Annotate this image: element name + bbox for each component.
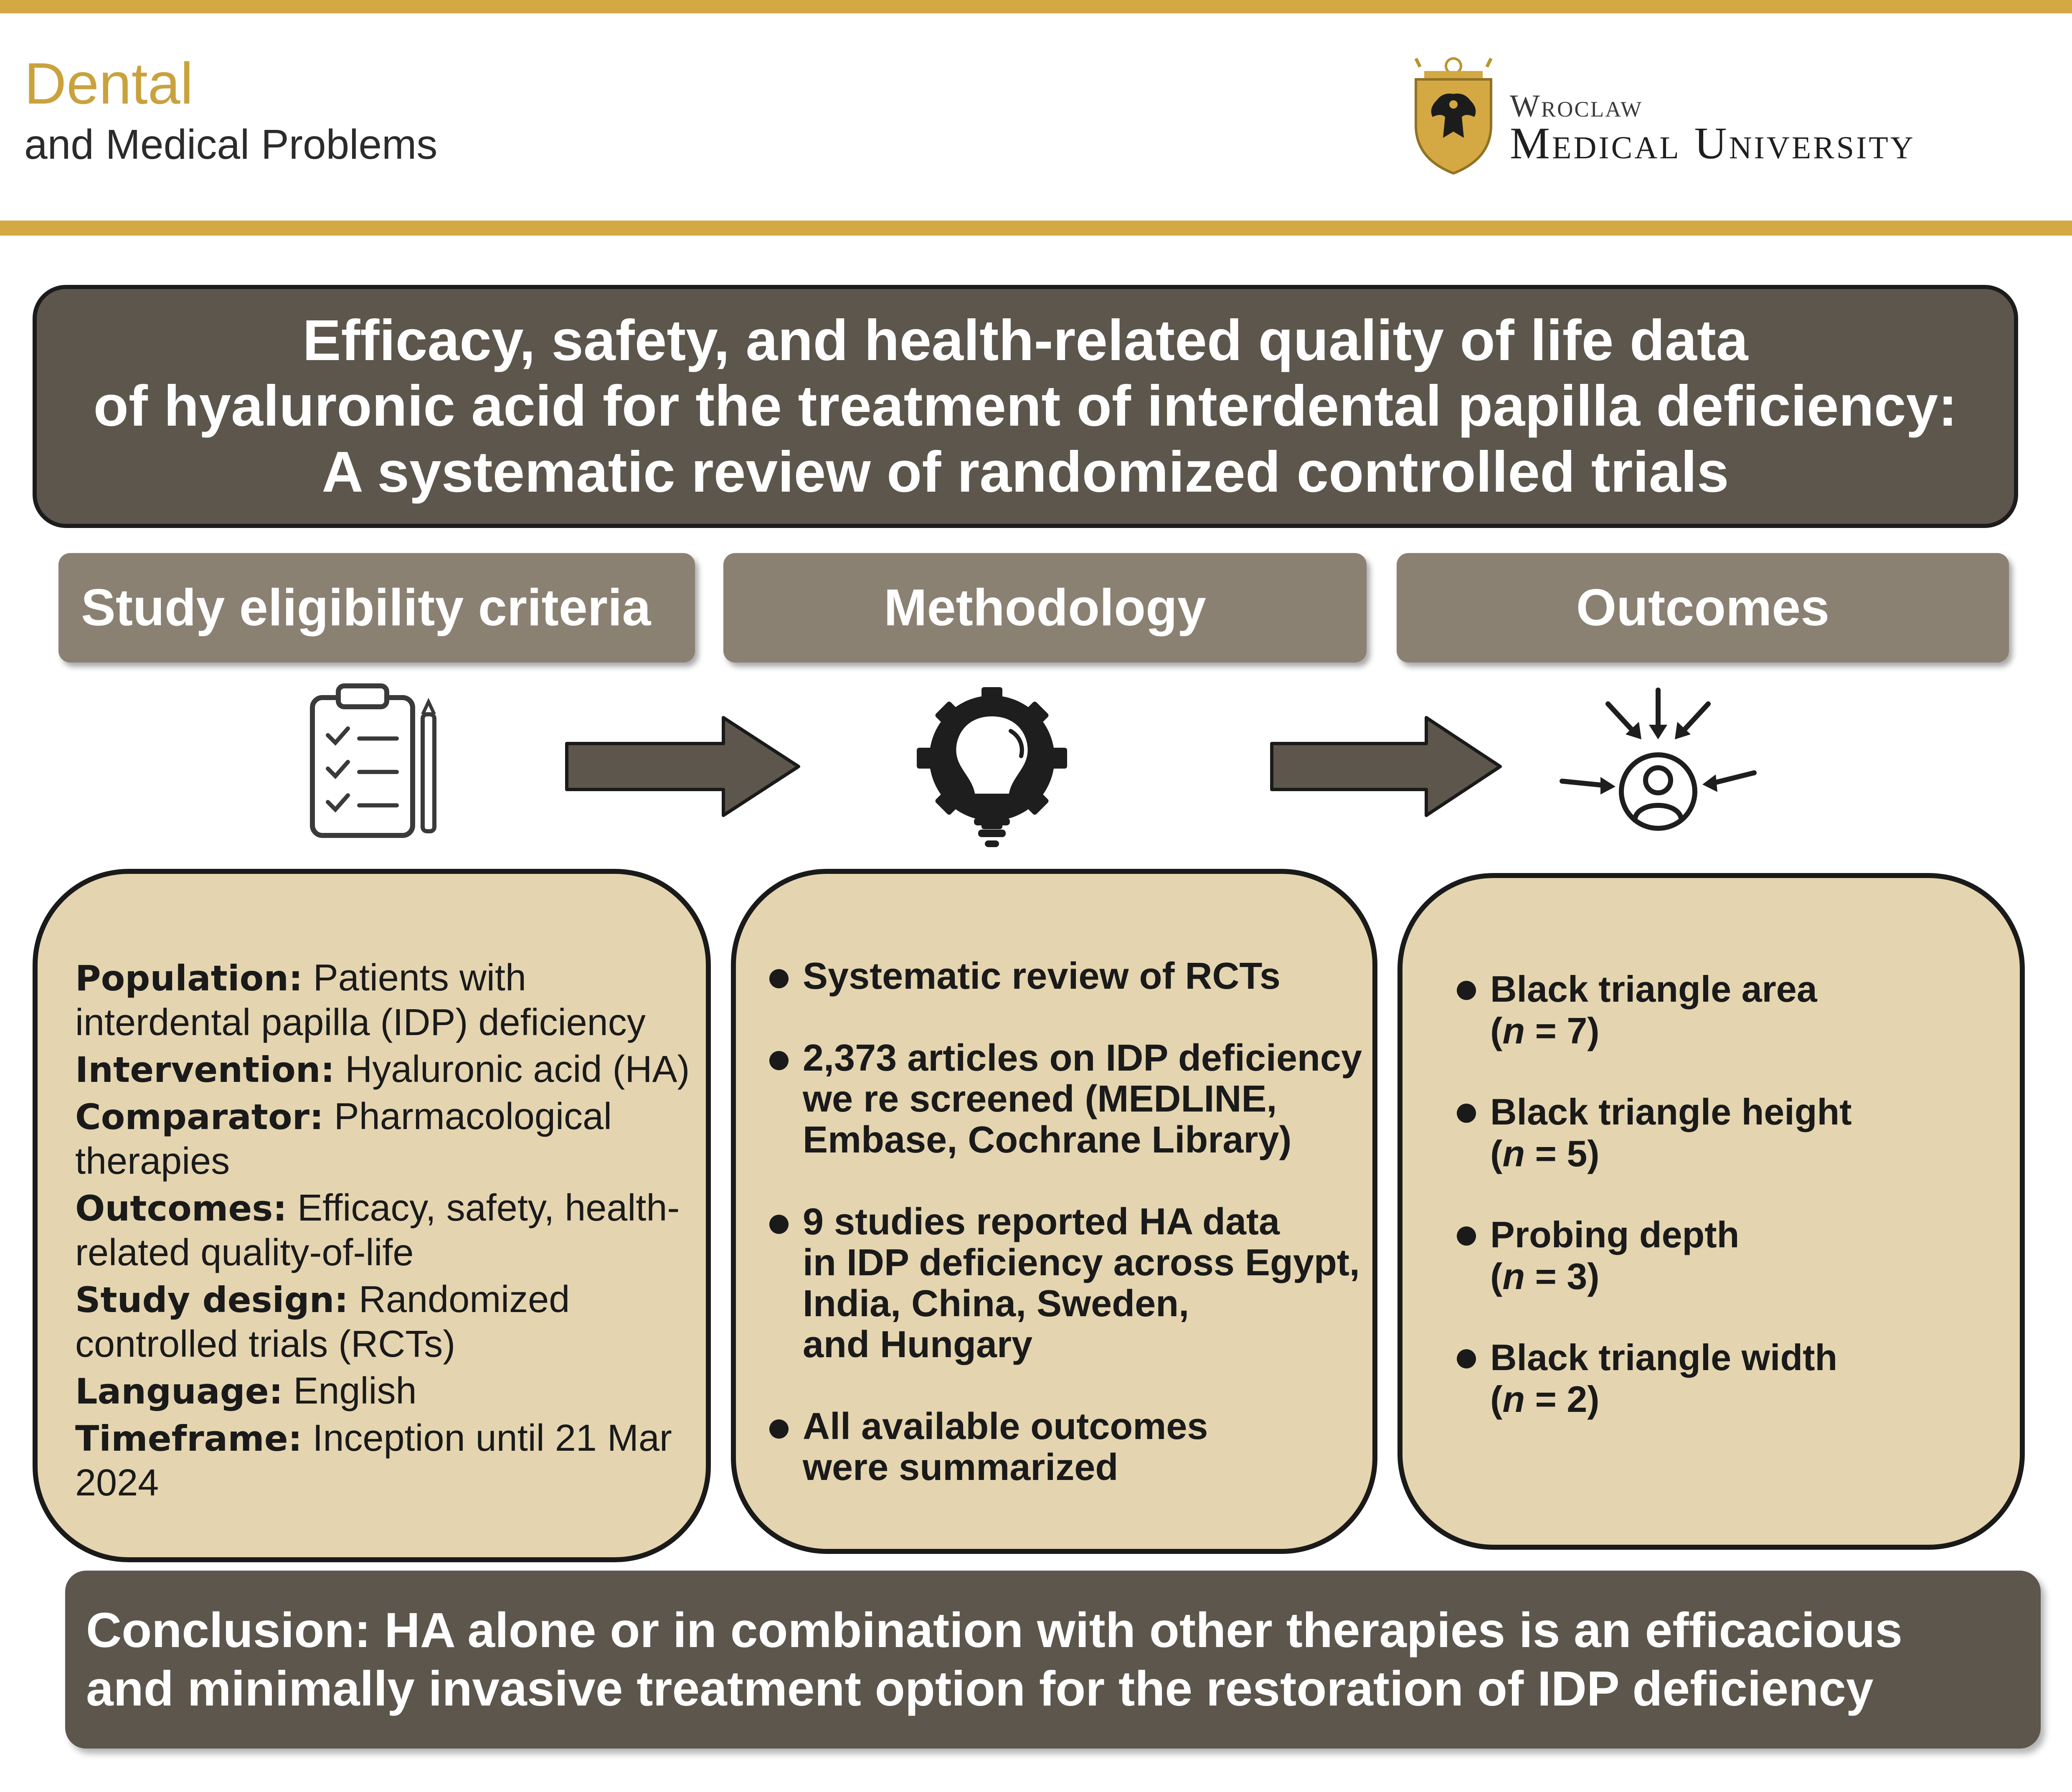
bullet-icon xyxy=(769,1419,789,1439)
person-target-icon xyxy=(1554,685,1763,844)
bullet-icon xyxy=(1457,1104,1476,1123)
conclusion-text: Conclusion: HA alone or in combination with other therapies is an efficacious and minimally invasive treatment option for the restoration of IDP deficiency xyxy=(86,1603,1903,1716)
criterion-study-design: Study design: Randomized controlled trials (RCTs) xyxy=(75,1279,570,1365)
journal-name: Dental xyxy=(24,51,193,116)
outcomes-panel xyxy=(1397,873,2025,1550)
university-name: Medical University xyxy=(1510,119,1915,168)
outcomes-heading: Outcomes xyxy=(1397,553,2009,662)
outcome-item: Black triangle area (n = 7) xyxy=(1457,968,2011,1052)
bullet-icon xyxy=(1457,1226,1476,1246)
methodology-heading: Methodology xyxy=(723,553,1367,662)
outcome-item: Black triangle height (n = 5) xyxy=(1457,1091,2011,1175)
eligibility-heading: Study eligibility criteria xyxy=(58,553,695,662)
lightbulb-gear-icon xyxy=(910,685,1073,852)
page-title: Efficacy, safety, and health-related quality of life data of hyaluronic acid for the treatment of interdental papilla deficiency: A systematic review of randomized controlled trials xyxy=(93,308,1958,504)
criterion-language: Language: English xyxy=(75,1370,417,1412)
bullet-icon xyxy=(769,1215,789,1234)
bullet-icon xyxy=(769,1051,789,1070)
criterion-timeframe: Timeframe: Inception until 21 Mar 2024 xyxy=(75,1417,672,1504)
conclusion-banner xyxy=(65,1571,2041,1749)
flow-arrow-icon xyxy=(1270,714,1504,819)
bullet-icon xyxy=(769,969,789,988)
outcome-item: Probing depth (n = 3) xyxy=(1457,1214,2011,1297)
journal-subtitle: and Medical Problems xyxy=(24,121,438,168)
criterion-population: Population: Patients with interdental papilla (IDP) deficiency xyxy=(75,957,646,1043)
criterion-comparator: Comparator: Pharmacological therapies xyxy=(75,1096,612,1182)
university-city: Wroclaw xyxy=(1510,89,1643,124)
methodology-item: 9 studies reported HA data in IDP deficiency across Egypt, India, China, Sweden, and Hungary xyxy=(769,1201,1364,1365)
outcome-count: (n = 7) xyxy=(1490,1010,1600,1051)
criterion-outcomes: Outcomes: Efficacy, safety, health-related quality-of-life xyxy=(75,1187,680,1274)
outcome-count: (n = 5) xyxy=(1490,1133,1600,1174)
bullet-icon xyxy=(1457,981,1476,1000)
flow-arrow-icon xyxy=(565,714,803,819)
methodology-panel xyxy=(731,869,1377,1554)
methodology-item: Systematic review of RCTs xyxy=(769,956,1364,997)
eligibility-panel xyxy=(33,869,711,1562)
top-accent-bar xyxy=(0,0,2072,13)
bullet-icon xyxy=(1457,1349,1476,1368)
outcome-count: (n = 3) xyxy=(1490,1256,1600,1297)
university-crest-icon xyxy=(1403,54,1504,175)
methodology-item: 2,373 articles on IDP deficiency we re screened (MEDLINE, Embase, Cochrane Library) xyxy=(769,1038,1364,1160)
header-divider-bar xyxy=(0,221,2072,236)
methodology-item: All available outcomes were summarized xyxy=(769,1406,1364,1488)
outcome-count: (n = 2) xyxy=(1490,1378,1600,1420)
clipboard-checklist-icon xyxy=(305,681,447,844)
title-banner xyxy=(33,285,2018,528)
outcome-item: Black triangle width (n = 2) xyxy=(1457,1337,2011,1420)
criterion-intervention: Intervention: Hyaluronic acid (HA) xyxy=(75,1048,690,1090)
